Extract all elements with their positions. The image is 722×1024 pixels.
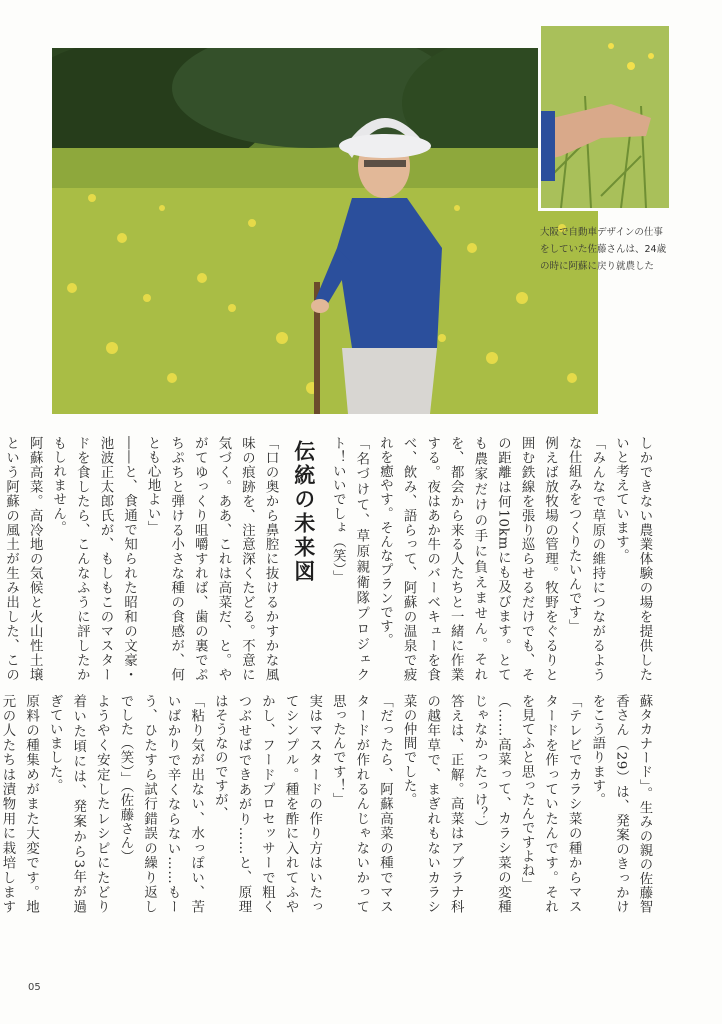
section-heading: 伝統の未来図 bbox=[291, 440, 317, 584]
paragraph: 例えば放牧場の管理。牧野をぐるりと囲む鉄線を張り巡らせるだけでも、その距離は何10kmにも及びます。とても農家だけの手に負えません。それを、都会から来る人たちと一緒に作業する。夜はあか牛のバーベキューを食べ、飲み、語らって、阿蘇の温泉で疲れを癒やす。そんなプランです。 bbox=[377, 436, 558, 682]
paragraph: ――と、食通で知られた昭和の文豪・池波正太郎氏が、もしもこのマスタードを食したら、こんなふうに評したかもしれません。 bbox=[50, 436, 137, 682]
paragraph: 「口の奥から鼻腔に抜けるかすかな風味の痕跡を、注意深くたどる。不意に気づく。ああ、これは高菜だ、と。やがてゆっくり咀嚼すれば、歯の裏でぷちぷちと弾ける小さな種の食感が、何とも心地よい」 bbox=[145, 436, 279, 682]
paragraph: （……高菜って、カラシ菜の変種じゃなかったっけ？） bbox=[471, 694, 511, 914]
paragraph: 「だったら、阿蘇高菜の種でマスタードが作れるんじゃないかって思ったんです！」 bbox=[330, 694, 393, 914]
paragraph: 原料の種集めがまた大変です。地元の人たちは漬物用に栽培します bbox=[0, 694, 39, 914]
paragraph: 「粘り気が出ない、水っぽい、苦いばかりで辛くならない……もーう、ひたすら試行錯誤の繰り返しでした（笑）」（佐藤さん） bbox=[117, 694, 204, 914]
paragraph: ようやく安定したレシピにたどり着いた頃には、発案から3年が過ぎていました。 bbox=[47, 694, 110, 914]
field-photo bbox=[52, 48, 598, 414]
seedpod-photo bbox=[538, 26, 669, 211]
paragraph: 蘇タカナード」。生みの親の佐藤智香さん（29）は、発案のきっかけをこう語ります。 bbox=[589, 694, 652, 914]
paragraph: 実はマスタードの作り方はいたってシンプル。種を酢に入れてふやかし、フードプロセッサーで粗くつぶせばできあがり……と、原理はそうなのですが、 bbox=[212, 694, 322, 914]
paragraph: 阿蘇高菜。高冷地の気候と火山性土壌という阿蘇の風土が生み出した、この bbox=[3, 436, 43, 682]
upper-text-block bbox=[3, 436, 656, 682]
paragraph: 「テレビでカラシ菜の種からマスタードを作っていたんです。それを見てふと思ったんですよね」 bbox=[519, 694, 582, 914]
paragraph: しかできない農業体験の場を提供したいと考えています。 bbox=[613, 436, 652, 682]
page-number: 05 bbox=[28, 982, 41, 993]
lower-text-block bbox=[0, 694, 656, 914]
paragraph: 「みんなで草原の維持につながるような仕組みをつくりたいんです」 bbox=[566, 436, 605, 682]
paragraph: 答えは、正解。高菜はアブラナ科の越年草で、まぎれもないカラシ菜の仲間でした。 bbox=[401, 694, 464, 914]
photo-caption: 大阪で自動車デザインの仕事をしていた佐藤さんは、24歳の時に阿蘇に戻り就農した bbox=[540, 227, 667, 272]
paragraph: 「名づけて、草原親衛隊プロジェクト！いいでしょ（笑）」 bbox=[330, 436, 369, 682]
